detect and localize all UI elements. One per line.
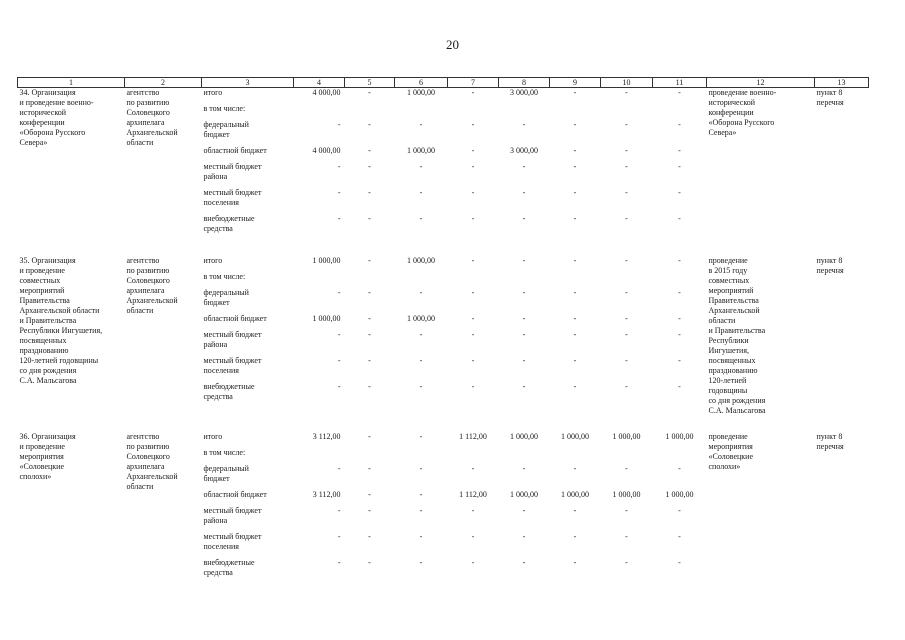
amount-cell: - [573, 288, 577, 297]
amount-cell: - [678, 214, 681, 223]
amount-cell: - [573, 558, 577, 567]
amount-cell: - [419, 356, 423, 365]
amount-cell: - [573, 314, 577, 323]
amount-cell: - [573, 356, 577, 365]
amount-column-8 [499, 256, 550, 416]
amount-cell: - [368, 490, 371, 499]
amount-cell: - [419, 330, 423, 339]
funding-source-label: внебюджетные средства [203, 214, 255, 233]
amount-cell: - [573, 256, 577, 265]
row-spacer [18, 240, 869, 256]
amount-cell: - [368, 288, 371, 297]
amount-cell: - [471, 88, 475, 97]
reference [815, 432, 869, 584]
amount-cell: - [419, 188, 423, 197]
amount-column-7 [448, 88, 499, 241]
amount-column-4 [294, 256, 345, 416]
amount-cell: 1 000,00 [665, 432, 694, 441]
amount-column-5 [345, 256, 395, 416]
amount-cell: - [419, 558, 423, 567]
amount-cell: - [471, 120, 475, 129]
amount-cell: - [368, 464, 371, 473]
funding-source-label: внебюджетные средства [203, 382, 255, 401]
amount-cell: - [522, 256, 526, 265]
activity-name-text: 34. Организация и проведение военно- исторической конференции «Оборона Русского Севера» [19, 88, 94, 147]
amount-cell [347, 272, 393, 288]
amount-cell: 1 000,00 [612, 432, 641, 441]
amount-cell: - [368, 506, 371, 515]
amount-cell [501, 104, 548, 120]
amount-cell: 1 000,00 [612, 490, 641, 499]
amount-cell: - [337, 356, 341, 365]
amount-column-11 [653, 432, 707, 584]
amount-cell: - [678, 88, 681, 97]
column-header: 3 [202, 78, 294, 88]
amount-cell: - [678, 558, 681, 567]
amount-cell: - [678, 532, 681, 541]
amount-cell: - [522, 288, 526, 297]
activity-name [18, 88, 125, 241]
amount-column-8 [499, 432, 550, 584]
funding-source-label: областной бюджет [203, 490, 267, 499]
amount-cell: - [368, 188, 371, 197]
column-header: 1 [18, 78, 125, 88]
amount-cell [552, 448, 599, 464]
amount-cell: - [625, 330, 628, 339]
amount-cell: - [419, 532, 423, 541]
amount-cell: - [337, 120, 341, 129]
amount-cell [603, 448, 651, 464]
amount-cell: - [368, 256, 371, 265]
funding-sources [202, 256, 294, 416]
amount-cell [603, 272, 651, 288]
amount-column-10 [601, 88, 653, 241]
amount-column-9 [550, 88, 601, 241]
amount-cell: - [419, 288, 423, 297]
amount-cell: - [368, 532, 371, 541]
amount-cell [296, 272, 343, 288]
amount-column-4 [294, 432, 345, 584]
amount-cell [450, 104, 497, 120]
funding-source-label: в том числе: [203, 104, 246, 113]
amount-cell: 1 000,00 [561, 490, 589, 499]
amount-cell: - [625, 146, 628, 155]
amount-cell: - [419, 382, 423, 391]
amount-cell: 1 000,00 [312, 256, 341, 265]
amount-cell: - [678, 356, 681, 365]
amount-cell: - [368, 382, 371, 391]
amount-cell: - [471, 532, 475, 541]
amount-cell: - [471, 356, 475, 365]
expected-result [707, 88, 815, 241]
table-row [18, 88, 869, 241]
column-header: 4 [294, 78, 345, 88]
amount-cell: 1 112,00 [459, 490, 487, 499]
amount-cell [655, 104, 705, 120]
amount-cell: - [471, 506, 475, 515]
executor-text: агентство по развитию Соловецкого архипелага Архангельской области [126, 432, 178, 491]
column-header: 8 [499, 78, 550, 88]
amount-column-8 [499, 88, 550, 241]
amount-cell [501, 448, 548, 464]
amount-cell: - [573, 532, 577, 541]
amount-cell: - [337, 162, 341, 171]
amount-cell [347, 448, 393, 464]
amount-cell: - [522, 214, 526, 223]
amount-cell: 1 000,00 [407, 88, 435, 97]
amount-cell: - [522, 506, 526, 515]
funding-source-label: в том числе: [203, 448, 246, 457]
amount-cell: - [625, 214, 628, 223]
amount-cell: - [573, 506, 577, 515]
activity-name [18, 256, 125, 416]
column-header: 9 [550, 78, 601, 88]
amount-cell: - [368, 88, 371, 97]
amount-cell: - [625, 558, 628, 567]
amount-cell: - [368, 558, 371, 567]
funding-source-label: в том числе: [203, 272, 246, 281]
column-header: 5 [345, 78, 395, 88]
amount-column-11 [653, 88, 707, 241]
amount-cell: - [337, 464, 341, 473]
amount-cell: - [522, 330, 526, 339]
amount-cell: - [625, 188, 628, 197]
amount-cell: - [337, 188, 341, 197]
row-spacer [18, 416, 869, 432]
executor [125, 432, 202, 584]
funding-sources [202, 88, 294, 241]
amount-cell: - [573, 146, 577, 155]
amount-cell: - [337, 532, 341, 541]
amount-cell: - [678, 120, 681, 129]
amount-column-5 [345, 88, 395, 241]
expected-result-text: проведение военно- исторической конференции «Оборона Русского Севера» [708, 88, 777, 137]
amount-column-6 [395, 256, 448, 416]
amount-cell: - [368, 432, 371, 441]
funding-source-label: федеральный бюджет [203, 120, 249, 139]
amount-cell: - [522, 532, 526, 541]
amount-cell: - [471, 464, 475, 473]
amount-cell: - [471, 558, 475, 567]
expected-result [707, 432, 815, 584]
amount-cell: - [522, 314, 526, 323]
amount-cell: - [678, 256, 681, 265]
activity-name-text: 35. Организация и проведение совместных мероприятий Правительства Архангельской области и Правительства Республики Ингушетия, посвященных празднованию 120-летней годовщины со дня рождения С.А. Мальсагова [19, 256, 103, 385]
amount-cell: 3 112,00 [312, 432, 341, 441]
amount-column-4 [294, 88, 345, 241]
amount-cell: 3 000,00 [510, 146, 538, 155]
amount-cell: - [522, 356, 526, 365]
amount-cell: 1 000,00 [312, 314, 341, 323]
amount-cell: - [625, 356, 628, 365]
funding-source-label: федеральный бюджет [203, 464, 249, 483]
amount-cell: - [337, 558, 341, 567]
reference-text: пункт 8 перечня [816, 432, 844, 451]
reference [815, 256, 869, 416]
table-row [18, 256, 869, 416]
amount-cell [552, 272, 599, 288]
amount-cell: - [419, 490, 423, 499]
funding-source-label: местный бюджет поселения [203, 532, 262, 551]
amount-cell: - [625, 120, 628, 129]
amount-cell: 4 000,00 [312, 88, 341, 97]
funding-source-label: областной бюджет [203, 146, 267, 155]
amount-cell: - [471, 146, 475, 155]
reference-text: пункт 8 перечня [816, 88, 844, 107]
amount-cell: - [471, 256, 475, 265]
amount-cell: - [625, 506, 628, 515]
amount-cell: 1 000,00 [561, 432, 589, 441]
amount-cell: - [625, 464, 628, 473]
executor-text: агентство по развитию Соловецкого архипелага Архангельской области [126, 88, 178, 147]
amount-cell: - [625, 288, 628, 297]
amount-cell: - [522, 162, 526, 171]
amount-cell: - [625, 382, 628, 391]
amount-cell: - [522, 188, 526, 197]
program-table [17, 77, 869, 584]
amount-cell: - [419, 120, 423, 129]
amount-cell: - [419, 506, 423, 515]
amount-column-7 [448, 256, 499, 416]
amount-cell: 1 000,00 [665, 490, 694, 499]
amount-cell: - [573, 188, 577, 197]
amount-cell: - [337, 506, 341, 515]
amount-cell: - [573, 382, 577, 391]
amount-cell: - [368, 330, 371, 339]
amount-cell [397, 448, 446, 464]
column-header: 6 [395, 78, 448, 88]
amount-cell: - [522, 558, 526, 567]
amount-cell: 1 000,00 [510, 490, 538, 499]
amount-cell: - [419, 162, 423, 171]
amount-column-9 [550, 256, 601, 416]
amount-cell [450, 272, 497, 288]
amount-cell [397, 272, 446, 288]
amount-column-6 [395, 88, 448, 241]
amount-cell [347, 104, 393, 120]
amount-column-6 [395, 432, 448, 584]
funding-source-label: местный бюджет поселения [203, 356, 262, 375]
amount-cell: - [337, 288, 341, 297]
executor-text: агентство по развитию Соловецкого архипелага Архангельской области [126, 256, 178, 315]
amount-cell: - [625, 256, 628, 265]
amount-cell: - [625, 314, 628, 323]
amount-cell: - [471, 162, 475, 171]
expected-result-text: проведение в 2015 году совместных мероприятий Правительства Архангельской области и Правительства Республики Ингушетия, посвященных празднованию 120-летней годовщины со дня рождения С.А. Мальсагова [708, 256, 766, 415]
amount-cell: - [573, 88, 577, 97]
amount-cell: - [471, 314, 475, 323]
amount-cell: - [471, 214, 475, 223]
amount-cell: - [368, 120, 371, 129]
funding-source-label: итого [203, 88, 223, 97]
amount-cell [655, 272, 705, 288]
amount-cell [296, 448, 343, 464]
amount-cell: - [678, 464, 681, 473]
column-header: 10 [601, 78, 653, 88]
amount-cell: - [678, 382, 681, 391]
amount-cell: - [471, 188, 475, 197]
amount-cell: 1 000,00 [510, 432, 538, 441]
expected-result [707, 256, 815, 416]
amount-cell: - [678, 288, 681, 297]
amount-cell: - [368, 356, 371, 365]
column-header: 13 [815, 78, 869, 88]
amount-cell: - [368, 162, 371, 171]
amount-cell: 1 000,00 [407, 256, 435, 265]
amount-cell: 3 112,00 [312, 490, 341, 499]
funding-source-label: местный бюджет района [203, 162, 262, 181]
amount-cell: - [337, 382, 341, 391]
amount-cell: 1 112,00 [459, 432, 487, 441]
amount-cell: - [678, 146, 681, 155]
amount-cell: - [368, 146, 371, 155]
amount-column-11 [653, 256, 707, 416]
page-number: 20 [446, 37, 459, 52]
amount-cell [552, 104, 599, 120]
amount-cell: - [419, 464, 423, 473]
amount-cell: - [419, 432, 423, 441]
activity-name [18, 432, 125, 584]
amount-cell: - [419, 214, 423, 223]
amount-cell: - [573, 464, 577, 473]
executor [125, 88, 202, 241]
table-row [18, 432, 869, 584]
amount-cell: - [471, 382, 475, 391]
amount-cell: - [678, 330, 681, 339]
amount-column-10 [601, 256, 653, 416]
amount-cell: - [678, 314, 681, 323]
amount-cell: - [337, 214, 341, 223]
amount-cell: 1 000,00 [407, 146, 435, 155]
funding-source-label: областной бюджет [203, 314, 267, 323]
amount-cell: - [573, 162, 577, 171]
amount-cell: - [522, 120, 526, 129]
funding-source-label: внебюджетные средства [203, 558, 255, 577]
amount-cell: - [522, 464, 526, 473]
amount-column-9 [550, 432, 601, 584]
amount-cell [397, 104, 446, 120]
amount-cell: - [678, 506, 681, 515]
column-header: 11 [653, 78, 707, 88]
amount-cell: - [573, 120, 577, 129]
amount-cell: - [678, 162, 681, 171]
amount-cell: 1 000,00 [407, 314, 435, 323]
column-header: 12 [707, 78, 815, 88]
reference-text: пункт 8 перечня [816, 256, 844, 275]
amount-cell: - [471, 288, 475, 297]
reference [815, 88, 869, 241]
amount-column-7 [448, 432, 499, 584]
amount-cell [450, 448, 497, 464]
amount-column-5 [345, 432, 395, 584]
amount-cell: 4 000,00 [312, 146, 341, 155]
funding-source-label: местный бюджет района [203, 506, 262, 525]
amount-cell: 3 000,00 [510, 88, 538, 97]
expected-result-text: проведение мероприятия «Соловецкие сполохи» [708, 432, 754, 471]
amount-column-10 [601, 432, 653, 584]
amount-cell [603, 104, 651, 120]
amount-cell: - [625, 162, 628, 171]
amount-cell: - [337, 330, 341, 339]
funding-source-label: местный бюджет района [203, 330, 262, 349]
funding-source-label: федеральный бюджет [203, 288, 249, 307]
column-header: 2 [125, 78, 202, 88]
amount-cell [501, 272, 548, 288]
amount-cell: - [573, 214, 577, 223]
amount-cell: - [368, 314, 371, 323]
funding-source-label: итого [203, 432, 223, 441]
amount-cell: - [368, 214, 371, 223]
amount-cell [655, 448, 705, 464]
funding-sources [202, 432, 294, 584]
amount-cell: - [522, 382, 526, 391]
amount-cell: - [625, 88, 628, 97]
amount-cell: - [678, 188, 681, 197]
table-header [18, 78, 869, 88]
amount-cell: - [471, 330, 475, 339]
funding-source-label: местный бюджет поселения [203, 188, 262, 207]
activity-name-text: 36. Организация и проведение мероприятия «Соловецкие сполохи» [19, 432, 76, 481]
column-header: 7 [448, 78, 499, 88]
funding-source-label: итого [203, 256, 223, 265]
amount-cell: - [573, 330, 577, 339]
amount-cell: - [625, 532, 628, 541]
executor [125, 256, 202, 416]
amount-cell [296, 104, 343, 120]
